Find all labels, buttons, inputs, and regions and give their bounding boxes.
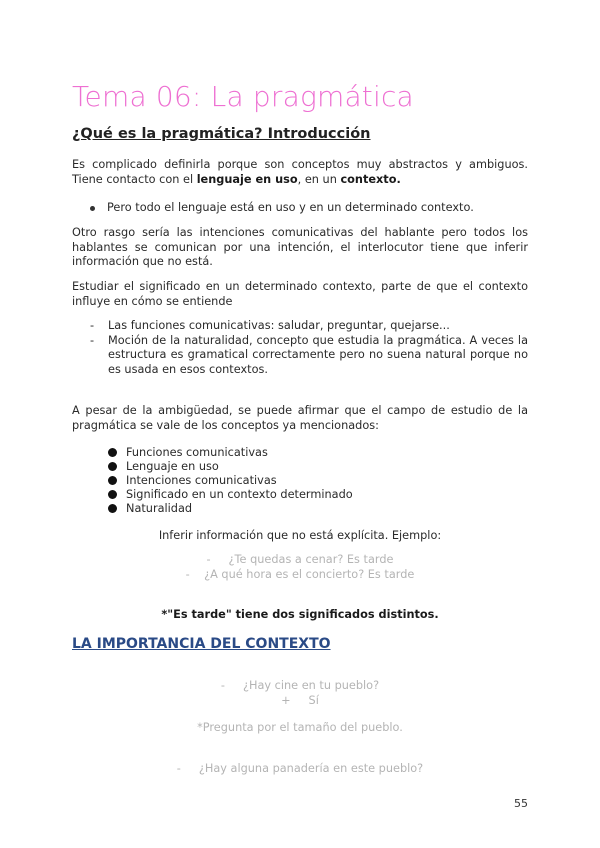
paragraph-text: Es complicado definirla porque son conceptos muy abstractos y ambiguos. Tiene contacto con el <box>72 158 528 186</box>
dash-marker: - <box>90 333 95 347</box>
bullet-dot-icon <box>108 504 117 513</box>
dash-marker: - <box>90 319 95 332</box>
list-item <box>108 502 353 516</box>
list-item <box>108 474 353 488</box>
paragraph-definition <box>72 158 528 187</box>
page-number: 55 <box>514 797 528 810</box>
note-es-tarde: *"Es tarde" tiene dos significados distintos. <box>161 608 439 621</box>
paragraph-contexto: Estudiar el significado en un determinado contexto, parte de que el contexto influye en cómo se entiende <box>72 280 528 308</box>
example-note: *Pregunta por el tamaño del pueblo. <box>197 721 403 734</box>
list-item-text: Significado en un contexto determinado <box>126 488 353 501</box>
infer-line: Inferir información que no está explícita. Ejemplo: <box>158 529 442 542</box>
example-line: - ¿A qué hora es el concierto? Es tarde <box>185 568 415 581</box>
dash-list <box>90 319 528 377</box>
example-question: - ¿Hay cine en tu pueblo? <box>220 679 380 692</box>
example-answer: + Sí <box>281 694 319 707</box>
example-line: - ¿Te quedas a cenar? Es tarde <box>206 553 394 566</box>
bold-term-contexto: contexto. <box>340 172 401 186</box>
bullet-dot-icon <box>108 490 117 499</box>
section-heading-contexto: LA IMPORTANCIA DEL CONTEXTO <box>72 636 331 652</box>
list-item-text: Funciones comunicativas <box>126 446 268 459</box>
list-item <box>108 488 353 502</box>
bullet-text: Pero todo el lenguaje está en uso y en un determinado contexto. <box>107 201 474 214</box>
list-item <box>90 319 528 334</box>
list-item-text: Moción de la naturalidad, concepto que estudia la pragmática. A veces la estructura es gramatical correctamente pero no suena natural porque no es usada en esos contextos. <box>108 333 528 376</box>
concepts-list <box>108 446 353 516</box>
paragraph-ambiguedad: A pesar de la ambigüedad, se puede afirmar que el campo de estudio de la pragmática se vale de los conceptos ya mencionados: <box>72 404 528 432</box>
paragraph-text: , en un <box>297 172 341 186</box>
example-question: - ¿Hay alguna panadería en este pueblo? <box>176 762 424 775</box>
list-item <box>108 446 353 460</box>
bullet-dot-icon <box>108 448 117 457</box>
bullet-dot-icon <box>108 476 117 485</box>
list-item-text: Las funciones comunicativas: saludar, preguntar, quejarse... <box>108 319 450 332</box>
bullet-item <box>90 201 474 216</box>
section-heading-intro: ¿Qué es la pragmática? Introducción <box>72 126 371 142</box>
bold-term-lenguaje: lenguaje en uso <box>196 172 298 186</box>
list-item <box>90 334 528 378</box>
paragraph-intenciones: Otro rasgo sería las intenciones comunicativas del hablante pero todos los hablantes se comunican por una intención, el interlocutor tiene que inferir información que no está. <box>72 226 528 268</box>
list-item-text: Naturalidad <box>126 502 193 515</box>
bullet-dot-icon <box>108 462 117 471</box>
list-item <box>108 460 353 474</box>
page-title: Tema 06: La pragmática <box>72 80 414 113</box>
bullet-dot-icon <box>90 206 95 211</box>
list-item-text: Lenguaje en uso <box>126 460 219 473</box>
list-item-text: Intenciones comunicativas <box>126 474 277 487</box>
